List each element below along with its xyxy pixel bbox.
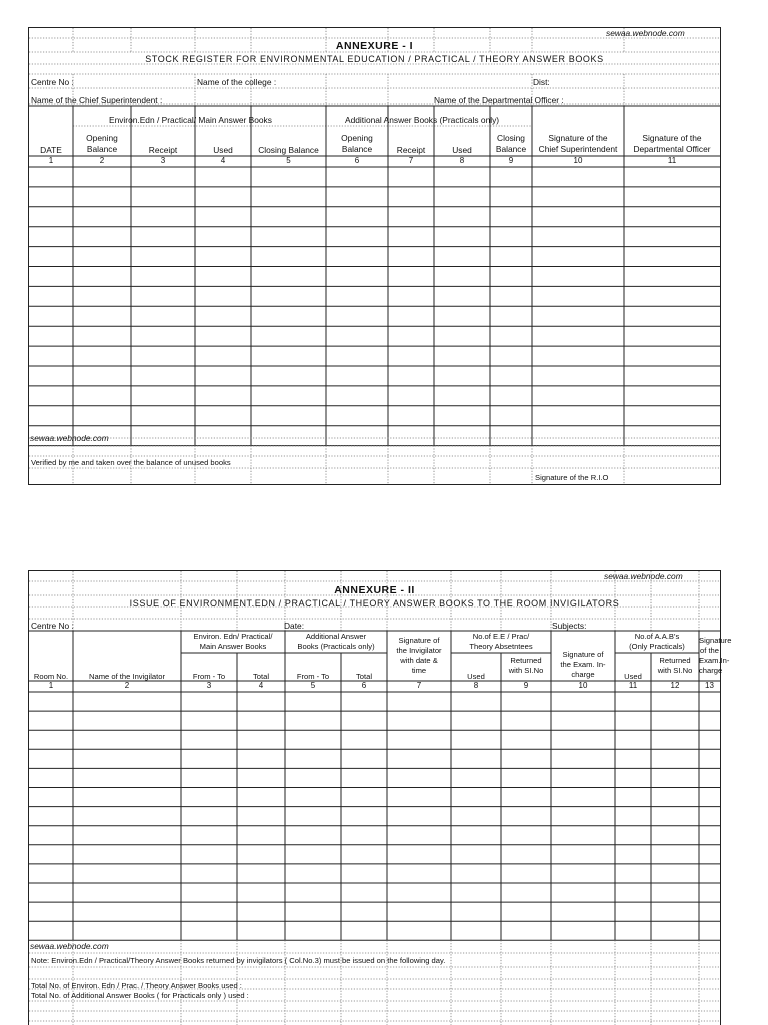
column-number: 7 xyxy=(408,156,414,165)
additional-receipt-header: Receipt xyxy=(396,145,426,155)
total-environ-books-used-label: Total No. of Environ. Edn / Prac. / Theory Answer Books used : xyxy=(31,981,242,990)
annexure-1-title: ANNEXURE - I xyxy=(335,40,414,52)
column-number: 9 xyxy=(523,681,529,690)
departmental-officer-signature-header: Signature of the xyxy=(642,133,702,143)
additional-opening-balance-header-line2: Balance xyxy=(341,144,373,154)
annexure-1-subtitle: STOCK REGISTER FOR ENVIRONMENTAL EDUCATION / PRACTICAL / THEORY ANSWER BOOKS xyxy=(145,54,604,64)
subjects-label: Subjects: xyxy=(552,621,587,631)
column-number: 10 xyxy=(573,156,583,165)
column-number: 13 xyxy=(705,681,714,690)
aab-used-header: Used xyxy=(624,672,642,681)
main-answer-books-group-header: Environ.Edn / Practical/ Main Answer Books xyxy=(109,115,272,125)
chief-superintendent-signature-header-line2: Chief Superintendent xyxy=(538,144,618,154)
footer-website-label: sewaa.webnode.com xyxy=(30,433,109,443)
absentees-used-header: Used xyxy=(467,672,485,681)
main-answer-books-group-header-line2: Main Answer Books xyxy=(199,642,267,651)
returned-header: Returned xyxy=(510,656,542,665)
invigilator-signature-header-line4: time xyxy=(411,666,427,675)
centre-no-label: Centre No : xyxy=(31,621,74,631)
opening-balance-header: Opening xyxy=(86,133,118,143)
opening-balance-header-line2: Balance xyxy=(86,144,118,154)
exam-incharge-signature-header: Signature of xyxy=(562,650,604,659)
absentees-group-header: No.of E.E / Prac/ xyxy=(472,632,530,641)
additional-answer-books-group-header: Additional Answer xyxy=(305,632,367,641)
exam-incharge-signature-2-header-line3: Exam.In- xyxy=(699,656,730,665)
additional-closing-balance-header: Closing xyxy=(497,133,525,143)
exam-incharge-signature-header-line3: charge xyxy=(571,670,595,679)
column-number: 8 xyxy=(473,681,479,690)
column-number: 4 xyxy=(258,681,264,690)
aab-group-header-line2: (Only Practicals) xyxy=(629,642,685,651)
additional-answer-books-group-header-line2: Books (Practicals only) xyxy=(297,642,375,651)
college-name-label: Name of the college : xyxy=(197,77,277,87)
departmental-officer-label: Name of the Departmental Officer : xyxy=(434,95,564,105)
invigilator-signature-header-line3: with date & xyxy=(400,656,438,665)
column-number: 10 xyxy=(578,681,588,690)
from-to-header: From - To xyxy=(192,672,226,681)
room-no-header: Room No. xyxy=(33,672,69,681)
annexure-2-subtitle: ISSUE OF ENVIRONMENT.EDN / PRACTICAL / THEORY ANSWER BOOKS TO THE ROOM INVIGILATORS xyxy=(129,598,620,608)
column-number: 6 xyxy=(354,156,360,165)
departmental-officer-signature-header-line2: Departmental Officer xyxy=(633,144,711,154)
column-number: 3 xyxy=(160,156,166,165)
column-number: 2 xyxy=(99,156,105,165)
column-number: 5 xyxy=(310,681,316,690)
footer-website-label: sewaa.webnode.com xyxy=(30,941,109,951)
additional-total-header: Total xyxy=(355,672,373,681)
column-number: 7 xyxy=(416,681,422,690)
receipt-header: Receipt xyxy=(148,145,178,155)
column-number: 4 xyxy=(220,156,226,165)
absentees-group-header-line2: Theory Absetntees xyxy=(469,642,533,651)
exam-incharge-signature-2-header-line4: charge xyxy=(699,666,723,675)
district-label: Dist: xyxy=(533,77,550,87)
aab-returned-header: Returned xyxy=(659,656,691,665)
additional-closing-balance-header-line2: Balance xyxy=(495,144,527,154)
chief-superintendent-label: Name of the Chief Superintendent : xyxy=(31,95,163,105)
aab-group-header: No.of A.A.B's xyxy=(634,632,680,641)
returned-header-line2: with SI.No xyxy=(508,666,544,675)
column-number: 1 xyxy=(48,681,54,690)
website-label: sewaa.webnode.com xyxy=(604,571,683,581)
additional-answer-books-group-header: Additional Answer Books (Practicals only) xyxy=(345,115,500,125)
website-label: sewaa.webnode.com xyxy=(606,28,685,38)
aab-returned-header-line2: with SI.No xyxy=(657,666,693,675)
rio-signature-label: Signature of the R.I.O xyxy=(535,473,609,482)
chief-superintendent-signature-header: Signature of the xyxy=(548,133,608,143)
total-header: Total xyxy=(252,672,270,681)
main-answer-books-group-header: Environ. Edn/ Practical/ xyxy=(193,632,273,641)
annexure-2-title: ANNEXURE - II xyxy=(334,584,415,596)
column-number: 11 xyxy=(667,156,677,165)
column-number: 3 xyxy=(206,681,212,690)
additional-from-to-header: From - To xyxy=(296,672,330,681)
column-number: 5 xyxy=(286,156,291,165)
column-number: 8 xyxy=(459,156,465,165)
column-number: 2 xyxy=(124,681,130,690)
date-label: Date: xyxy=(284,621,305,631)
column-number: 6 xyxy=(361,681,367,690)
centre-no-label: Centre No : xyxy=(31,77,74,87)
used-header: Used xyxy=(213,145,233,155)
annexure-2-sheet xyxy=(28,570,732,1025)
invigilator-signature-header: Signature of xyxy=(398,636,440,645)
closing-balance-header: Closing Balance xyxy=(258,145,319,155)
exam-incharge-signature-2-header: Signature xyxy=(699,636,732,645)
verification-statement: Verified by me and taken over the balance of unused books xyxy=(31,458,231,467)
invigilator-name-header: Name of the Invigilator xyxy=(89,672,165,681)
additional-used-header: Used xyxy=(452,145,472,155)
column-number: 11 xyxy=(628,681,638,690)
column-number: 1 xyxy=(48,156,54,165)
total-additional-books-used-label: Total No. of Additional Answer Books ( for Practicals only ) used : xyxy=(31,991,249,1000)
exam-incharge-signature-2-header-line2: of the xyxy=(700,646,719,655)
annexure-1-sheet xyxy=(28,27,721,485)
exam-incharge-signature-header-line2: the Exam. In- xyxy=(560,660,606,669)
column-number: 9 xyxy=(508,156,514,165)
column-number: 12 xyxy=(670,681,680,690)
invigilator-signature-header-line2: the Invigilator xyxy=(396,646,442,655)
date-column-header: DATE xyxy=(40,145,62,155)
return-note: Note: Environ.Edn / Practical/Theory Answer Books returned by invigilators ( Col.No.3) must be issued on the following day. xyxy=(31,956,446,965)
additional-opening-balance-header: Opening xyxy=(341,133,373,143)
